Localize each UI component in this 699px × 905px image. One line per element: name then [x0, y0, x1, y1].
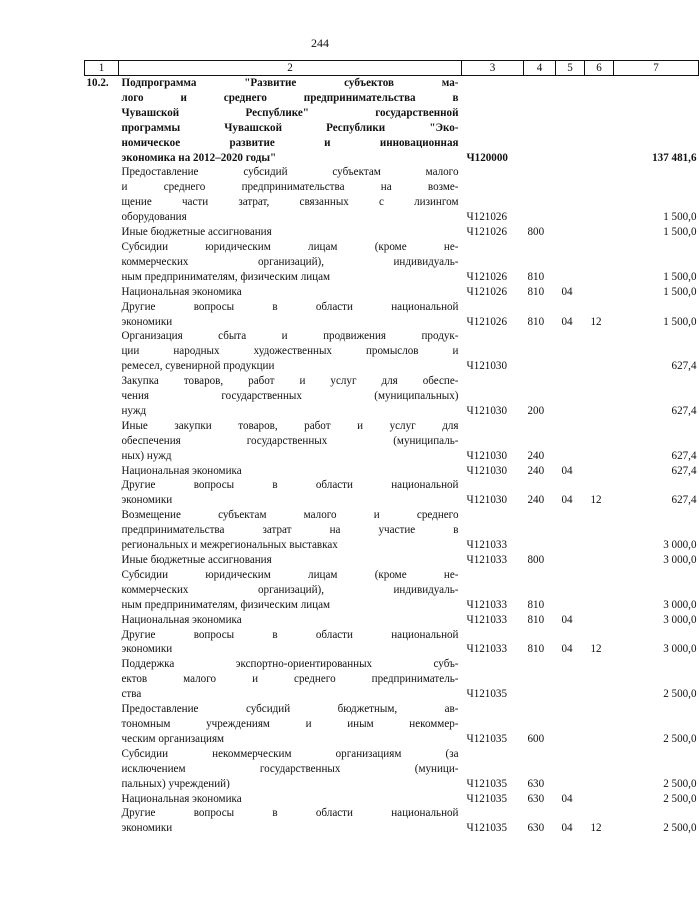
row-name-line: коммерческих организаций), индивидуаль-	[121, 583, 459, 596]
row-name-line: ектов малого и среднего предприниматель-	[121, 673, 459, 686]
row-section: 04	[561, 315, 573, 328]
row-sum: 2 500,0	[663, 822, 697, 835]
row-name-line: Другие вопросы в области национальной	[121, 807, 459, 820]
row-subsection	[585, 568, 614, 613]
row-name-line: Другие вопросы в области национальной	[121, 628, 459, 641]
row-name	[119, 792, 462, 807]
row-subsection	[585, 747, 614, 792]
row-name-line: Чувашской Республике" государственной	[121, 106, 459, 119]
row-name-line: Национальная экономика	[121, 792, 242, 805]
budget-table	[84, 60, 699, 836]
row-name-line: обеспечения государственных (муниципаль-	[121, 434, 459, 447]
row-subsection	[585, 508, 614, 553]
row-section: 04	[561, 285, 573, 298]
row-number	[85, 225, 119, 240]
row-subsection	[585, 240, 614, 285]
row-sum: 3 000,0	[663, 598, 697, 611]
row-name-line: Национальная экономика	[121, 613, 242, 626]
table-row	[85, 225, 699, 240]
row-section	[556, 374, 585, 419]
row-name	[119, 300, 462, 330]
row-sum: 3 000,0	[663, 643, 697, 656]
row-expense-type: 800	[527, 554, 545, 566]
row-section	[556, 225, 585, 240]
row-subsection	[585, 792, 614, 807]
row-expense-type: 240	[527, 464, 545, 477]
row-number	[85, 478, 119, 508]
row-number	[85, 165, 119, 225]
row-code: Ч121035	[466, 732, 507, 745]
row-subsection: 12	[590, 315, 602, 328]
row-code: Ч121026	[466, 226, 507, 239]
row-code: Ч121030	[466, 494, 507, 507]
row-code: Ч121026	[466, 285, 507, 298]
row-name-line: лого и среднего предпринимательства в	[121, 91, 459, 104]
row-section	[556, 747, 585, 792]
row-number	[85, 553, 119, 568]
row-name-line: Иные бюджетные ассигнования	[121, 226, 272, 239]
row-number	[85, 419, 119, 464]
row-section	[556, 329, 585, 374]
row-name-line: Иные закупки товаров, работ и услуг для	[121, 419, 459, 432]
row-subsection	[585, 225, 614, 240]
row-name	[119, 329, 462, 374]
row-name-line: ческим организациям	[121, 732, 225, 745]
row-section: 04	[561, 613, 573, 626]
row-name-line: Поддержка экспортно-ориентированных субъ-	[121, 658, 459, 671]
table-row	[85, 806, 699, 836]
row-sum: 1 500,0	[663, 226, 697, 239]
row-name-line: пальных) учреждений)	[121, 777, 230, 790]
row-code: Ч121030	[466, 404, 507, 417]
row-subsection	[585, 285, 614, 300]
row-subsection	[585, 702, 614, 747]
row-code: Ч121035	[466, 792, 507, 805]
row-name-line: оборудования	[121, 211, 187, 224]
row-code: Ч121035	[466, 822, 507, 835]
row-number	[85, 240, 119, 285]
row-name-line: экономики	[121, 494, 173, 507]
row-code: Ч121030	[466, 449, 507, 462]
row-name	[119, 508, 462, 553]
row-name-line: ных) нужд	[121, 449, 172, 462]
table-row	[85, 508, 699, 553]
table-header	[85, 61, 699, 76]
row-code: Ч121035	[466, 688, 507, 701]
row-sum: 3 000,0	[663, 554, 697, 566]
row-number	[85, 568, 119, 613]
row-code: Ч121030	[466, 360, 507, 373]
row-sum: 3 000,0	[663, 539, 697, 552]
table-row	[85, 613, 699, 628]
row-sum: 1 500,0	[663, 285, 697, 298]
row-sum: 1 500,0	[663, 211, 697, 224]
row-code: Ч121033	[466, 554, 507, 566]
row-code: Ч121033	[466, 539, 507, 552]
row-expense-type: 630	[527, 822, 545, 835]
row-name-line: предпринимательства затрат на участие в	[121, 524, 459, 537]
row-expense-type: 240	[527, 494, 545, 507]
row-name-line: экономика на 2012–2020 годы"	[121, 151, 277, 164]
row-expense-type: 810	[527, 315, 545, 328]
table-row	[85, 478, 699, 508]
row-name-line: чения государственных (муниципальных)	[121, 390, 459, 403]
row-expense-type: 630	[527, 777, 545, 790]
table-row	[85, 702, 699, 747]
row-expense-type: 630	[527, 792, 545, 805]
table-row	[85, 464, 699, 479]
row-name	[119, 478, 462, 508]
row-name	[119, 165, 462, 225]
table-row	[85, 657, 699, 702]
row-code: Ч121035	[466, 777, 507, 790]
row-number	[85, 300, 119, 330]
row-code: Ч121026	[466, 270, 507, 283]
row-name-line: программы Чувашской Республики "Эко-	[121, 121, 459, 134]
row-name-line: Возмещение субъектам малого и среднего	[121, 509, 459, 522]
header-col-6: 6	[585, 61, 614, 76]
row-expense-type	[524, 329, 556, 374]
row-name	[119, 613, 462, 628]
row-name-line: Другие вопросы в области национальной	[121, 300, 459, 313]
row-section: 04	[561, 792, 573, 805]
row-name	[119, 240, 462, 285]
row-name	[119, 464, 462, 479]
row-section	[556, 508, 585, 553]
table-body	[85, 76, 699, 837]
row-subsection	[585, 419, 614, 464]
row-section	[556, 419, 585, 464]
row-name	[119, 657, 462, 702]
table-row	[85, 240, 699, 285]
row-expense-type: 240	[527, 449, 545, 462]
row-name-line: Предоставление субсидий субъектам малого	[121, 166, 459, 179]
row-name-line: исключением государственных (муници-	[121, 762, 459, 775]
row-name-line: экономики	[121, 315, 173, 328]
row-name-line: ным предпринимателям, физическим лицам	[121, 598, 331, 611]
row-name-line: экономики	[121, 822, 173, 835]
row-name-line: Организация сбыта и продвижения продук-	[121, 330, 459, 343]
row-subsection	[585, 374, 614, 419]
table-row	[85, 374, 699, 419]
row-expense-type: 810	[527, 285, 545, 298]
row-name-line: ремесел, сувенирной продукции	[121, 360, 275, 373]
row-expense-type	[524, 657, 556, 702]
row-name-line: и среднего предпринимательства на возме-	[121, 181, 459, 194]
row-name-line: региональных и межрегиональных выставках	[121, 539, 338, 552]
header-col-3: 3	[462, 61, 524, 76]
row-sum: 2 500,0	[663, 792, 697, 805]
row-number	[85, 464, 119, 479]
row-number	[85, 628, 119, 658]
header-col-4: 4	[524, 61, 556, 76]
row-number	[85, 285, 119, 300]
row-code: Ч121026	[466, 211, 507, 224]
row-number	[85, 806, 119, 836]
row-expense-type	[524, 165, 556, 225]
row-name-line: Другие вопросы в области национальной	[121, 479, 459, 492]
row-number	[85, 792, 119, 807]
row-section	[556, 165, 585, 225]
row-section	[556, 702, 585, 747]
row-name-line: коммерческих организаций), индивидуаль-	[121, 255, 459, 268]
row-expense-type: 810	[527, 270, 545, 283]
row-code: Ч120000	[466, 151, 508, 164]
row-sum: 2 500,0	[663, 688, 697, 701]
row-sum: 627,4	[671, 464, 697, 477]
row-subsection: 12	[590, 643, 602, 656]
row-number	[85, 613, 119, 628]
row-number: 10.2.	[86, 77, 109, 89]
row-section	[556, 76, 585, 166]
header-col-5: 5	[556, 61, 585, 76]
table-row	[85, 628, 699, 658]
header-col-2: 2	[119, 61, 462, 76]
row-sum: 1 500,0	[663, 315, 697, 328]
header-row	[85, 61, 699, 76]
row-subsection: 12	[590, 494, 602, 507]
row-name	[119, 225, 462, 240]
row-code: Ч121026	[466, 315, 507, 328]
row-number	[85, 702, 119, 747]
row-name-line: Субсидии юридическим лицам (кроме не-	[121, 240, 459, 253]
row-name-line: щение части затрат, связанных с лизингом	[121, 196, 459, 209]
row-sum: 627,4	[671, 449, 697, 462]
row-number	[85, 508, 119, 553]
row-section	[556, 240, 585, 285]
table-row	[85, 568, 699, 613]
row-number	[85, 657, 119, 702]
page-number: 244	[311, 36, 329, 50]
row-section	[556, 568, 585, 613]
row-sum: 137 481,6	[652, 151, 697, 164]
row-expense-type: 810	[527, 613, 545, 626]
row-name	[119, 702, 462, 747]
row-expense-type: 810	[527, 598, 545, 611]
row-name	[119, 553, 462, 568]
row-subsection	[585, 613, 614, 628]
row-name	[119, 568, 462, 613]
table-row	[85, 553, 699, 568]
row-name-line: Предоставление субсидий бюджетным, ав-	[121, 703, 459, 716]
table-row	[85, 76, 699, 166]
row-name-line: нужд	[121, 404, 147, 417]
row-number	[85, 374, 119, 419]
row-sum: 1 500,0	[663, 270, 697, 283]
row-name	[119, 419, 462, 464]
row-number	[85, 329, 119, 374]
row-subsection	[585, 464, 614, 479]
row-sum: 2 500,0	[663, 732, 697, 745]
row-section	[556, 553, 585, 568]
row-name-line: Закупка товаров, работ и услуг для обеспе-	[121, 375, 459, 388]
row-section: 04	[561, 464, 573, 477]
row-subsection: 12	[590, 822, 602, 835]
row-name-line: ным предпринимателям, физическим лицам	[121, 270, 331, 283]
row-subsection	[585, 553, 614, 568]
row-expense-type: 810	[527, 643, 545, 656]
row-sum: 627,4	[671, 360, 697, 373]
row-name	[119, 628, 462, 658]
row-sum: 627,4	[671, 494, 697, 507]
row-name-line: тономным учреждениям и иным некоммер-	[121, 717, 459, 730]
row-name-line: Национальная экономика	[121, 285, 242, 298]
row-code: Ч121030	[466, 464, 507, 477]
row-code: Ч121033	[466, 598, 507, 611]
row-expense-type: 200	[527, 404, 545, 417]
row-name-line: экономики	[121, 643, 173, 656]
row-name-line: ции народных художественных промыслов и	[121, 345, 459, 358]
row-name	[119, 747, 462, 792]
header-col-7: 7	[614, 61, 699, 76]
row-name-line: ства	[121, 688, 142, 701]
row-sum: 3 000,0	[663, 613, 697, 626]
header-col-1: 1	[85, 61, 119, 76]
row-section	[556, 657, 585, 702]
row-name-line: Субсидии некоммерческим организациям (за	[121, 747, 459, 760]
row-number	[85, 747, 119, 792]
row-subsection	[585, 657, 614, 702]
row-name-line: номическое развитие и инновационная	[121, 136, 459, 149]
row-section: 04	[561, 643, 573, 656]
row-name-line: Иные бюджетные ассигнования	[121, 554, 272, 566]
row-subsection	[585, 329, 614, 374]
table-row	[85, 792, 699, 807]
row-code: Ч121033	[466, 613, 507, 626]
table-row	[85, 419, 699, 464]
table-row	[85, 165, 699, 225]
row-subsection	[585, 76, 614, 166]
table-row	[85, 747, 699, 792]
row-sum: 627,4	[671, 404, 697, 417]
row-expense-type	[524, 508, 556, 553]
row-sum: 2 500,0	[663, 777, 697, 790]
table-row	[85, 285, 699, 300]
row-subsection	[585, 165, 614, 225]
row-name	[119, 76, 462, 166]
row-section: 04	[561, 822, 573, 835]
row-name-line: Национальная экономика	[121, 464, 242, 477]
table-row	[85, 329, 699, 374]
row-expense-type: 600	[527, 732, 545, 745]
row-expense-type	[524, 76, 556, 166]
row-name	[119, 285, 462, 300]
row-section: 04	[561, 494, 573, 507]
table-row	[85, 300, 699, 330]
row-name	[119, 806, 462, 836]
row-name	[119, 374, 462, 419]
row-name-line: Подпрограмма "Развитие субъектов ма-	[121, 77, 459, 89]
row-expense-type: 800	[527, 226, 545, 239]
row-name-line: Субсидии юридическим лицам (кроме не-	[121, 568, 459, 581]
row-code: Ч121033	[466, 643, 507, 656]
